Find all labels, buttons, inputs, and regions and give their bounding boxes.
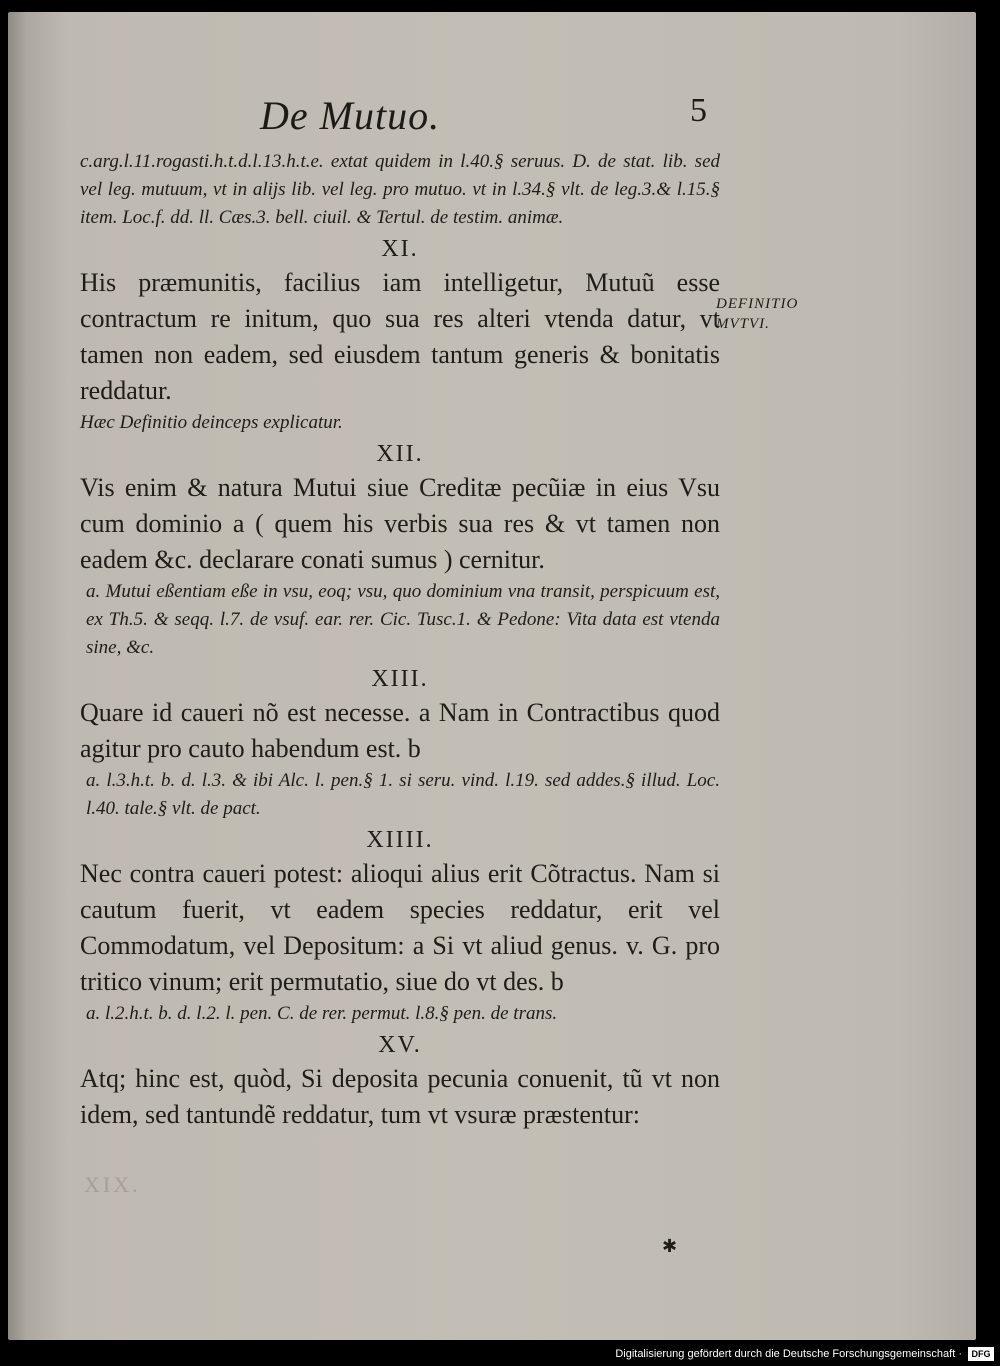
section-number: XIIII. <box>366 827 434 853</box>
text-block <box>80 148 720 1133</box>
footnote-block: c.arg.l.11.rogasti.h.t.d.l.13.h.t.e. extat quidem in l.40.§ seruus. D. de stat. lib. sed vel leg. mutuum, vt in alijs lib. vel leg. pro mutuo. vt in l.34.§ vlt. de leg.3.& l.15.§ item. Loc.f. dd. ll. Cæs.3. bell. ciuil. & Tertul. de testim. animæ. <box>80 151 720 228</box>
footer-bar <box>0 1344 1000 1366</box>
footnote-block: Hæc Definitio deinceps explicatur. <box>80 412 343 433</box>
paragraph: His præmunitis, facilius iam intelligetur, Mutuũ esse contractum re initum, quo sua res alteri vtenda datur, vt tamen non eadem, sed eiusdem tantum generis & bonitatis reddatur. <box>80 268 720 405</box>
paragraph: Atq; hinc est, quòd, Si deposita pecunia conuenit, tũ vt non idem, sed tantundẽ reddatur, tum vt vsuræ præstentur: <box>80 1064 720 1129</box>
paragraph: Quare id caueri nõ est necesse. a Nam in Contractibus quod agitur pro cauto habendum est. b <box>80 698 720 763</box>
section-number: XI. <box>381 236 419 262</box>
footer-credit: Digitalisierung gefördert durch die Deutsche Forschungsgemeinschaft · <box>615 1348 962 1360</box>
faded-bleedthrough-mark: XIX. <box>84 1172 141 1197</box>
footnote-block: a. Mutui eßentiam eße in vsu, eoq; vsu, quo dominium vna transit, perspicuum est, ex Th.5. & seqq. l.7. de vsuf. ear. rer. Cic. Tusc.1. & Pedone: Vita data est vtenda sine, &c. <box>86 581 720 658</box>
running-head: De Mutuo. <box>260 93 441 138</box>
dfg-logo-icon: DFG <box>968 1347 994 1361</box>
ink-speck-icon: ✱ <box>662 1236 678 1257</box>
margin-note: DEFINITIO MVTVI. <box>716 296 799 332</box>
footnote-block: a. l.3.h.t. b. d. l.3. & ibi Alc. l. pen.§ 1. si seru. vind. l.19. sed addes.§ illud. Loc. l.40. tale.§ vlt. de pact. <box>86 770 720 819</box>
page-number: 5 <box>690 92 707 129</box>
section-number: XIII. <box>371 666 429 692</box>
paragraph: Nec contra caueri potest: alioqui alius erit Cõtractus. Nam si cautum fuerit, vt eadem species reddatur, erit vel Commodatum, vel Depositum: a Si vt aliud genus. v. G. pro tritico vinum; erit permutatio, siue do vt des. b <box>80 859 720 996</box>
footnote-block: a. l.2.h.t. b. d. l.2. l. pen. C. de rer. permut. l.8.§ pen. de trans. <box>86 1003 558 1024</box>
page-header <box>260 92 720 142</box>
paragraph: Vis enim & natura Mutui siue Creditæ pecũiæ in eius Vsu cum dominio a ( quem his verbis sua res & vt tamen non eadem &c. declarare conati sumus ) cernitur. <box>80 473 720 574</box>
section-number: XV. <box>378 1032 422 1058</box>
section-number: XII. <box>376 441 424 467</box>
